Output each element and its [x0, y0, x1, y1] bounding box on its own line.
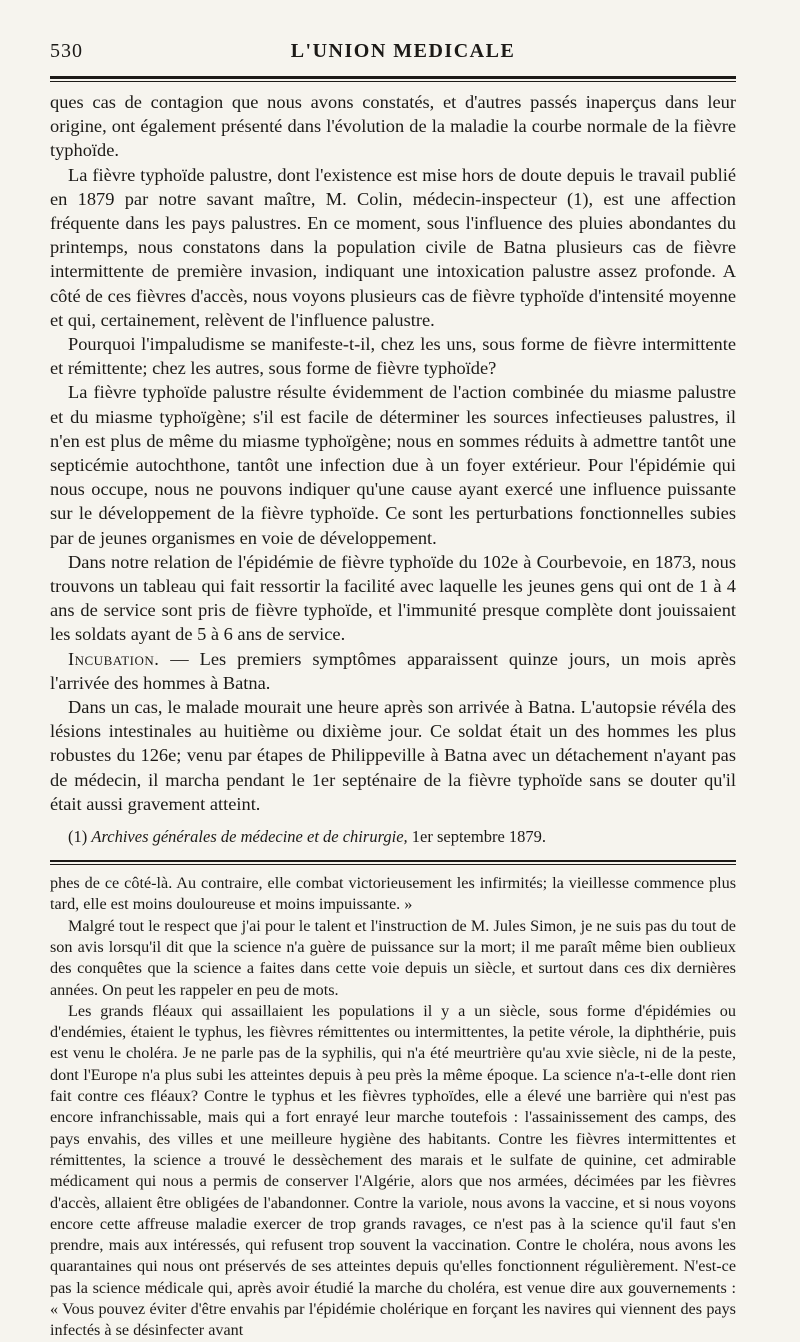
header-rule-thin — [50, 81, 736, 82]
paragraph: Pourquoi l'impaludisme se manifeste-t-il, chez les uns, sous forme de fièvre intermittente et rémittente; chez les autres, sous forme de fièvre typhoïde? — [50, 334, 736, 379]
footnote-marker: (1) — [68, 827, 88, 847]
footnote — [50, 826, 736, 848]
footnote-source: Archives générales de médecine et de chirurgie, — [91, 827, 408, 847]
feuilleton-body — [50, 873, 736, 1342]
page-header — [50, 40, 736, 70]
section-heading: Incubation. — [68, 648, 160, 669]
paragraph-incubation — [50, 647, 736, 695]
feuilleton-separator-thin — [50, 864, 736, 865]
journal-title: L'UNION MEDICALE — [290, 40, 516, 62]
header-rule — [50, 76, 736, 79]
paragraph: ques cas de contagion que nous avons constatés, et d'autres passés inaperçus dans leur origine, ont également présenté dans l'évolution de la maladie la courbe normale de la fièvre typhoïde. — [50, 92, 736, 161]
footnote-date: 1er septembre 1879. — [407, 827, 547, 847]
paragraph: phes de ce côté-là. Au contraire, elle combat victorieusement les infirmités; la vieillesse commence plus tard, elle est moins douloureuse et moins impuissante. » — [50, 874, 736, 914]
paragraph: Les grands fléaux qui assaillaient les populations il y a un siècle, sous forme d'épidémies ou d'endémies, étaient le typhus, les fièvres rémittentes ou intermittentes, la petite vérole, la diphthérie, puis est venu le choléra. Je ne parle pas de la syphilis, qui n'a été meurtrière qu'au xvie siècle, ni de la peste, dont l'Europe n'a plus subi les atteintes depuis à peu près la même époque. La science n'a-t-elle dont rien fait contre ces fléaux? Contre le typhus et les fièvres typhoïdes, elle a élevé une barrière qui n'est pas encore infranchissable, mais qui a fort enrayé leur marche toutefois : l'assainissement des camps, des pays envahis, des villes et une meilleure hygiène des habitants. Contre les fièvres intermittentes et rémittentes, la science a trouvé le dessèchement des marais et le sulfate de quinine, cet admirable médicament qui nous a permis de conserver l'Algérie, alors que nos armées, décimées par les fièvres d'accès, allaient être obligées de l'abandonner. Contre la variole, nous avons la vaccine, et si nous voyons encore cette affreuse maladie exercer de trop grands ravages, ce n'est pas à la science qu'il faut s'en prendre, mais aux intéressés, qui refusent trop souvent la vaccination. Contre le choléra, nous avons les quarantaines qui nous ont préservés de ses atteintes depuis qu'elles fonctionnent régulièrement. N'est-ce pas la science médicale qui, après avoir étudié la marche du choléra, est venue dire aux gouvernements : « Vous pouvez éviter d'être envahis par l'épidémie cholérique en forçant les navires qui viennent des pays infectés à se désinfecter avant — [50, 1001, 736, 1340]
paragraph: Dans un cas, le malade mourait une heure après son arrivée à Batna. L'autopsie révéla des lésions intestinales au huitième ou dixième jour. Ce soldat était un des hommes les plus robustes du 126e; venu par étapes de Philippeville à Batna avec un détachement n'ayant pas de médecin, il marcha pendant le 1er septénaire de la fièvre typhoïde sans se douter qu'il était aussi gravement atteint. — [50, 697, 736, 814]
paragraph: Malgré tout le respect que j'ai pour le talent et l'instruction de M. Jules Simon, je ne suis pas du tout de son avis lorsqu'il dit que la science n'a guère de puissance sur la mort; il me paraît même bien oublieux des conquêtes que la science a faites dans cette voie depuis un siècle, et surtout dans ces dix dernières années. On peut les rappeler en peu de mots. — [50, 916, 736, 999]
paragraph: Dans notre relation de l'épidémie de fièvre typhoïde du 102e à Courbevoie, en 1873, nous trouvons un tableau qui fait ressortir la facilité avec laquelle les jeunes gens qui ont de 1 à 4 ans de service sont pris de fièvre typhoïde, et l'immunité presque complète dont jouissaient les soldats ayant de 5 à 6 ans de service. — [50, 551, 736, 645]
paragraph-text: — Les premiers symptômes apparaissent quinze jours, un mois après l'arrivée des hommes à Batna. — [50, 648, 736, 693]
page-number: 530 — [50, 40, 83, 62]
feuilleton-separator — [50, 860, 736, 862]
article-body — [50, 90, 736, 816]
paragraph: La fièvre typhoïde palustre, dont l'existence est mise hors de doute depuis le travail publié en 1879 par notre savant maître, M. Colin, médecin-inspecteur (1), est une affection fréquente dans les pays palustres. En ce moment, sous l'influence des pluies abondantes du printemps, nous constatons dans la population civile de Batna plusieurs cas de fièvre intermittente de première invasion, indiquant une intoxication palustre assez profonde. A côté de ces fièvres d'accès, nous voyons plusieurs cas de fièvre typhoïde d'intensité moyenne et qui, certainement, relèvent de l'influence palustre. — [50, 164, 736, 330]
paragraph: La fièvre typhoïde palustre résulte évidemment de l'action combinée du miasme palustre et du miasme typhoïgène; s'il est facile de déterminer les sources infectieuses palustres, il n'en est plus de même du miasme typhoïgène; nous en sommes réduits à admettre tantôt une septicémie autochthone, tantôt une infection due à un foyer extérieur. Pour l'épidémie qui nous occupe, nous ne pouvons indiquer qu'une cause ayant exercé une influence puissante sur le développement de la fièvre typhoïde. Ce sont les perturbations fonctionnelles subies par de jeunes organismes en voie de développement. — [50, 382, 736, 548]
